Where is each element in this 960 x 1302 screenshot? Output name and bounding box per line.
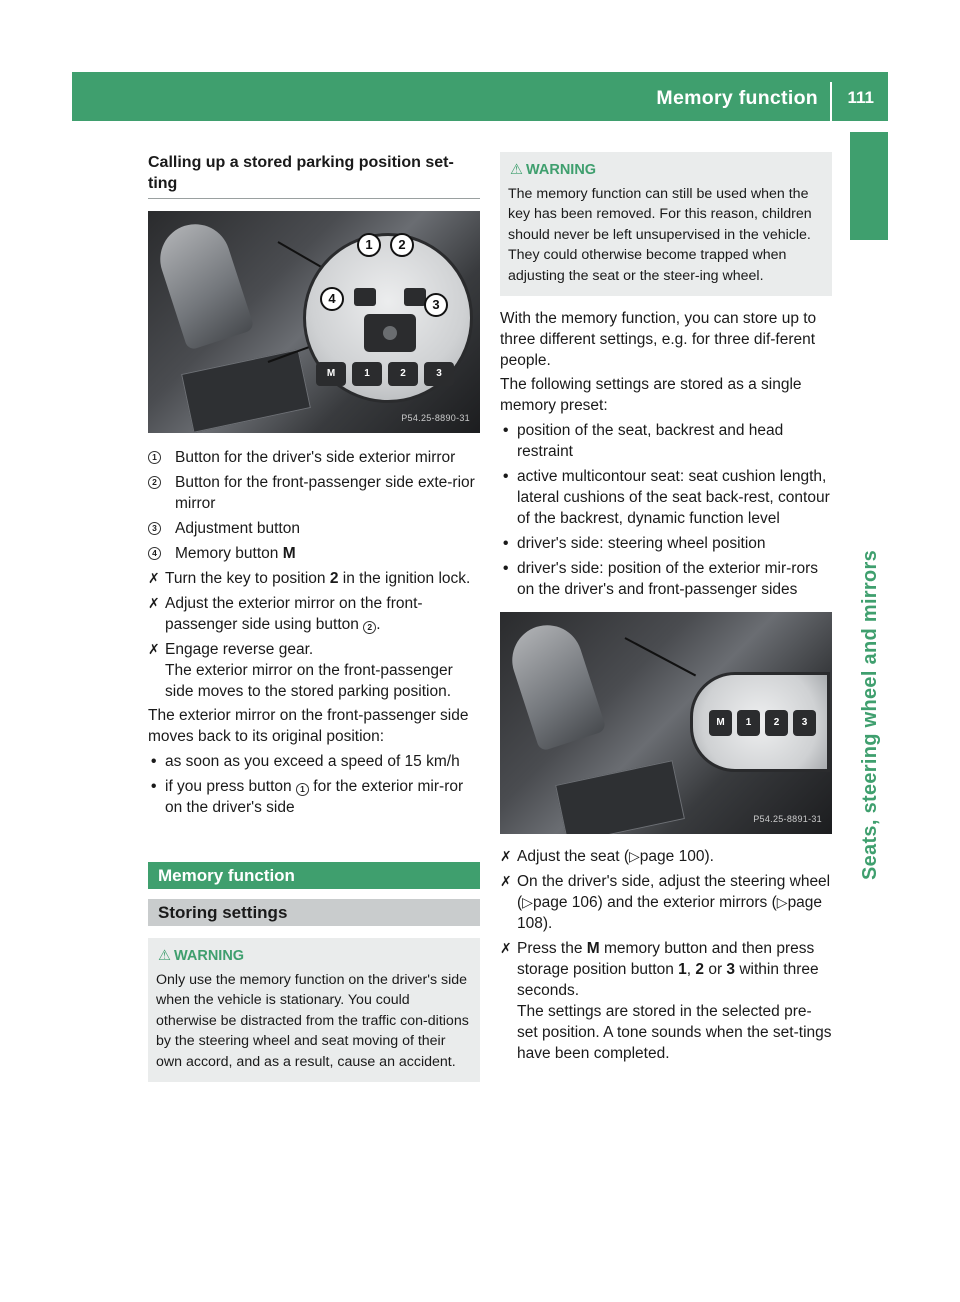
- bullet-icon: •: [503, 468, 509, 485]
- bullet-item: • position of the seat, backrest and head restraint: [503, 422, 784, 460]
- step-result: The exterior mirror on the front-passenger side moves to the stored parking position.: [165, 662, 453, 700]
- step-arrow-icon: ✗: [500, 940, 512, 956]
- warning-box: [500, 152, 832, 296]
- callout-3: 3: [424, 293, 448, 317]
- legend-item: 3 Adjustment button: [148, 518, 480, 539]
- window-switch-panel: [181, 349, 311, 433]
- inline-ref-1: 1: [296, 783, 309, 796]
- instruction-step: ✗ On the driver's side, adjust the steering wheel (▷page 106) and the exterior mirrors (▷page 108).: [500, 873, 831, 932]
- memory-button-1: 1: [737, 710, 760, 736]
- bullet-item: • if you press button 1 for the exterior mir-ror on the driver's side: [151, 778, 464, 816]
- bullet-item: • as soon as you exceed a speed of 15 km/h: [151, 753, 460, 770]
- memory-button-3: 3: [424, 362, 454, 386]
- memory-button-m: M: [709, 710, 732, 736]
- photo-reference: P54.25-8890-31: [401, 413, 470, 423]
- legend-list: [148, 447, 480, 564]
- header-title: Memory function: [656, 87, 818, 109]
- instruction-step: ✗ Adjust the seat (▷page 100).: [500, 848, 714, 865]
- legend-item: 1 Button for the driver's side exterior mirror: [148, 447, 480, 468]
- memory-panel-zoom: [303, 233, 473, 403]
- page-ref-arrow-icon: ▷: [776, 894, 788, 910]
- right-column: [500, 152, 832, 1064]
- header-divider: [830, 82, 832, 121]
- memory-button-2: 2: [765, 710, 788, 736]
- warning-text: Only use the memory function on the driver's side when the vehicle is stationary. You could otherwise be distracted from the traffic con-ditions by the steering wheel and seat moving of their own accord, and as a result, cause an accident.: [156, 971, 469, 1070]
- subsection-band-storing-settings: Storing settings: [148, 899, 480, 926]
- legend-item: 4 Memory button M: [148, 543, 480, 564]
- section-band-memory-function: Memory function: [148, 862, 480, 889]
- page-ref-link[interactable]: page 100: [639, 848, 705, 865]
- section-heading-parking: Calling up a stored parking position set- ting: [148, 152, 480, 199]
- memory-button-3: 3: [793, 710, 816, 736]
- step-arrow-icon: ✗: [148, 641, 160, 657]
- memory-button-m: M: [316, 362, 346, 386]
- paragraph: With the memory function, you can store up to three different settings, e.g. for three dif-ferent people.: [500, 310, 817, 369]
- inline-ref-2: 2: [363, 621, 376, 634]
- door-handle: [151, 215, 255, 351]
- page-ref-link[interactable]: page 108: [517, 894, 823, 932]
- paragraph: The following settings are stored as a single memory preset:: [500, 376, 802, 414]
- warning-triangle-icon: ⚠: [158, 948, 171, 964]
- callout-1: 1: [357, 233, 381, 257]
- step-arrow-icon: ✗: [500, 848, 512, 864]
- mirror-button-driver: [354, 288, 376, 306]
- instruction-step: ✗ Adjust the exterior mirror on the front-passenger side using button 2 .: [148, 595, 423, 633]
- side-tab-label: Seats, steering wheel and mirrors: [854, 546, 886, 884]
- memory-strip-zoom: [690, 672, 830, 772]
- legend-number-4: 4: [148, 547, 161, 560]
- page-ref-arrow-icon: ▷: [522, 894, 533, 910]
- door-handle: [503, 616, 607, 752]
- mirror-button-passenger: [404, 288, 426, 306]
- adjustment-pad: [364, 314, 416, 352]
- bullet-icon: •: [503, 560, 509, 577]
- instruction-step: ✗ Engage reverse gear. The exterior mirror on the front-passenger side moves to the stored parking position.: [148, 641, 453, 700]
- bullet-item: • active multicontour seat: seat cushion length, lateral cushions of the seat back-rest, contour of the backrest, dynamic function level: [503, 468, 830, 527]
- legend-number-2: 2: [148, 476, 161, 489]
- window-switch-panel: [555, 760, 685, 834]
- page-header: [72, 72, 888, 121]
- step-result: The settings are stored in the selected pre-set position. A tone sounds when the set-tings have been completed.: [517, 1003, 832, 1062]
- instruction-step: ✗ Turn the key to position 2 in the ignition lock.: [148, 570, 471, 587]
- zoom-line: [625, 637, 697, 676]
- bullet-item: • driver's side: position of the exterior mir-rors on the driver's and front-passenger sides: [503, 560, 819, 598]
- step-arrow-icon: ✗: [148, 595, 160, 611]
- photo-reference: P54.25-8891-31: [753, 814, 822, 824]
- warning-triangle-icon: ⚠: [510, 162, 523, 178]
- memory-button-2: 2: [388, 362, 418, 386]
- legend-number-3: 3: [148, 522, 161, 535]
- legend-number-1: 1: [148, 451, 161, 464]
- warning-heading: ⚠ WARNING: [508, 160, 823, 181]
- bullet-icon: •: [503, 535, 509, 552]
- bullet-item: • driver's side: steering wheel position: [503, 535, 766, 552]
- page-number: 111: [847, 88, 874, 107]
- warning-box: [148, 938, 480, 1082]
- memory-button-1: 1: [352, 362, 382, 386]
- warning-heading: ⚠ WARNING: [156, 946, 471, 967]
- page-ref-link[interactable]: page 106: [532, 894, 598, 911]
- bullet-icon: •: [503, 422, 509, 439]
- warning-text: The memory function can still be used when the key has been removed. For this reason, children should never be left unsupervised in the vehicle. They could otherwise become trapped when adjusting the seat or the steer-ing wheel.: [508, 185, 812, 284]
- step-arrow-icon: ✗: [148, 570, 160, 586]
- page-ref-arrow-icon: ▷: [629, 848, 640, 864]
- memory-buttons-photo: [500, 612, 832, 834]
- bullet-icon: •: [151, 753, 157, 770]
- left-column: [148, 152, 480, 1082]
- instruction-step: ✗ Press the M memory button and then press storage position button 1, 2 or 3 within three seconds. The settings are stored in the selected pre-set position. A tone sounds when the set-tings have been completed.: [500, 940, 832, 1062]
- callout-2: 2: [390, 233, 414, 257]
- callout-4: 4: [320, 287, 344, 311]
- legend-item: 2 Button for the front-passenger side exte-rior mirror: [148, 472, 480, 514]
- bullet-icon: •: [151, 778, 157, 795]
- paragraph: The exterior mirror on the front-passenger side moves back to its original position:: [148, 707, 469, 745]
- door-controls-photo: [148, 211, 480, 433]
- step-arrow-icon: ✗: [500, 873, 512, 889]
